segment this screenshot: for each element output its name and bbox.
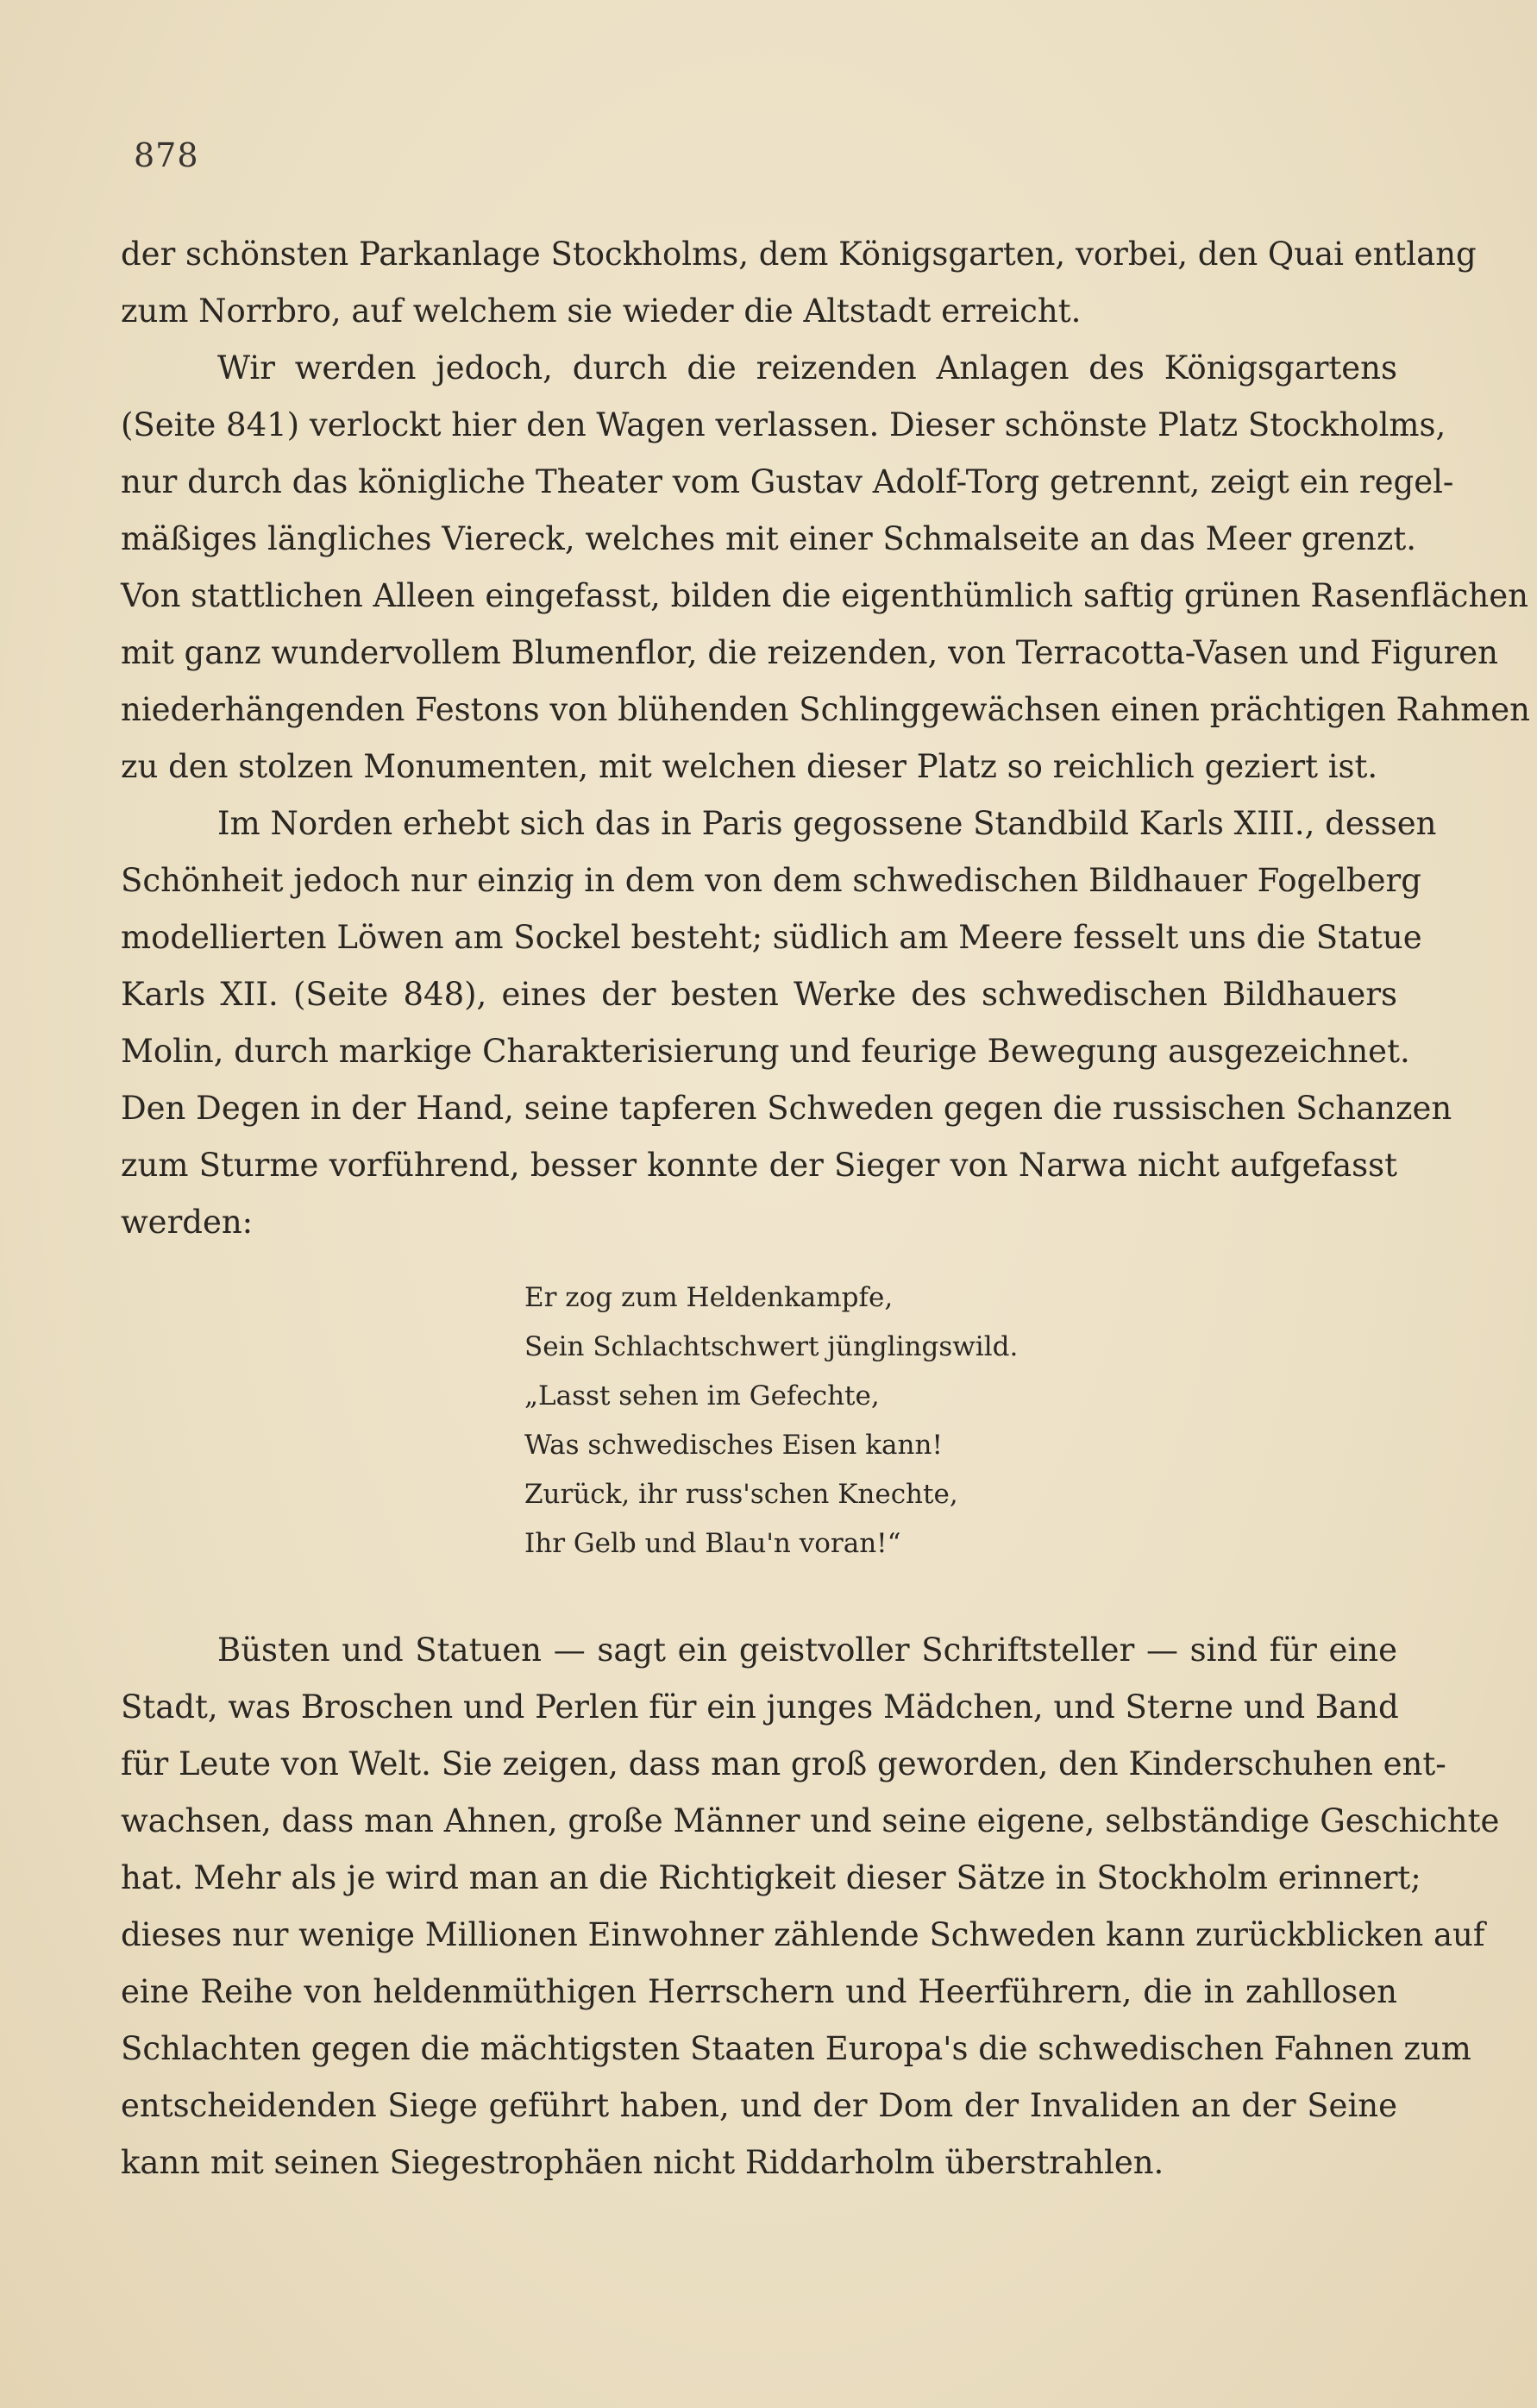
text-line: modellierten Löwen am Sockel besteht; südlich am Meere fesselt uns die Statue: [121, 919, 1422, 956]
text-line: zum Norrbro, auf welchem sie wieder die Altstadt erreicht.: [121, 292, 1082, 330]
text-line: mäßiges längliches Viereck, welches mit einer Schmalseite an das Meer grenzt.: [121, 520, 1417, 557]
text-line: eine Reihe von heldenmüthigen Herrschern und Heerführern, die in zahllosen: [121, 1973, 1397, 2010]
text-line: wachsen, dass man Ahnen, große Männer und seine eigene, selbständige Geschichte: [121, 1802, 1500, 1839]
text-line: Büsten und Statuen — sagt ein geistvoller Schriftsteller — sind für eine: [217, 1632, 1397, 1669]
text-line: werden:: [121, 1204, 254, 1241]
text-line: nur durch das königliche Theater vom Gustav Adolf-Torg getrennt, zeigt ein regel-: [121, 463, 1454, 500]
text-line: mit ganz wundervollem Blumenflor, die reizenden, von Terracotta-Vasen und Figuren: [121, 634, 1498, 671]
body-text-bottom: [121, 1622, 1500, 2191]
verse-line: Sein Schlachtschwert jünglingswild.: [524, 1331, 1019, 1362]
text-line: Schönheit jedoch nur einzig in dem von dem schwedischen Bildhauer Fogelberg: [121, 862, 1421, 899]
text-line: Im Norden erhebt sich das in Paris gegossene Standbild Karls XIII., dessen: [217, 805, 1437, 842]
text-line: zu den stolzen Monumenten, mit welchen dieser Platz so reichlich geziert ist.: [121, 748, 1378, 785]
verse-line: Er zog zum Heldenkampfe,: [524, 1282, 894, 1313]
verse-quote: [524, 1273, 1214, 1569]
text-line: hat. Mehr als je wird man an die Richtigkeit dieser Sätze in Stockholm erinnert;: [121, 1859, 1421, 1896]
text-line: Karls XII. (Seite 848), eines der besten Werke des schwedischen Bildhauers: [121, 976, 1397, 1013]
text-line: für Leute von Welt. Sie zeigen, dass man groß geworden, den Kinderschuhen ent-: [121, 1745, 1446, 1782]
body-text-top: [121, 226, 1530, 1251]
text-line: Wir werden jedoch, durch die reizenden Anlagen des Königsgartens: [217, 349, 1397, 387]
text-line: der schönsten Parkanlage Stockholms, dem Königsgarten, vorbei, den Quai entlang: [121, 236, 1477, 273]
text-line: dieses nur wenige Millionen Einwohner zählende Schweden kann zurückblicken auf: [121, 1916, 1485, 1953]
text-line: zum Sturme vorführend, besser konnte der Sieger von Narwa nicht aufgefasst: [121, 1147, 1397, 1184]
text-line: Von stattlichen Alleen eingefasst, bilden die eigenthümlich saftig grünen Rasenflächen: [121, 577, 1528, 614]
page-number: 878: [134, 136, 199, 174]
verse-line: Zurück, ihr russ'schen Knechte,: [524, 1479, 958, 1510]
text-line: Den Degen in der Hand, seine tapferen Schweden gegen die russischen Schanzen: [121, 1090, 1452, 1127]
text-line: Molin, durch markige Charakterisierung und feurige Bewegung ausgezeichnet.: [121, 1033, 1410, 1070]
text-line: niederhängenden Festons von blühenden Schlinggewächsen einen prächtigen Rahmen: [121, 691, 1530, 728]
text-line: (Seite 841) verlockt hier den Wagen verlassen. Dieser schönste Platz Stockholms,: [121, 406, 1446, 443]
text-line: kann mit seinen Siegestrophäen nicht Riddarholm überstrahlen.: [121, 2144, 1164, 2181]
text-line: entscheidenden Siege geführt haben, und der Dom der Invaliden an der Seine: [121, 2087, 1397, 2124]
text-line: Stadt, was Broschen und Perlen für ein junges Mädchen, und Sterne und Band: [121, 1688, 1399, 1726]
verse-line: Was schwedisches Eisen kann!: [524, 1430, 943, 1461]
text-line: Schlachten gegen die mächtigsten Staaten Europa's die schwedischen Fahnen zum: [121, 2030, 1471, 2067]
verse-line: Ihr Gelb und Blau'n voran!“: [524, 1528, 901, 1559]
verse-line: „Lasst sehen im Gefechte,: [524, 1380, 880, 1411]
